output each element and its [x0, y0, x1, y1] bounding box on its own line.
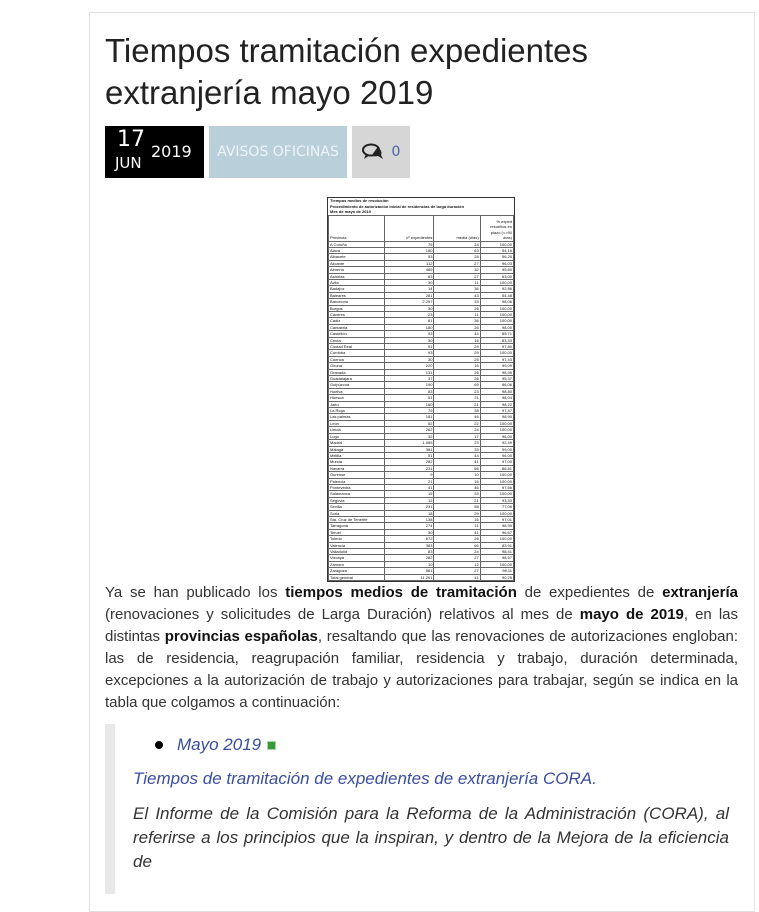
table-cell: Toledo — [329, 536, 385, 542]
table-cell: Cuenca — [329, 356, 385, 362]
table-cell: 383 — [384, 542, 434, 548]
table-cell: 27 — [434, 568, 480, 574]
table-cell: Madrid — [329, 440, 385, 446]
table-cell: 262 — [384, 427, 434, 433]
category-link[interactable]: AVISOS OFICINAS — [209, 126, 347, 178]
table-cell: 96,00 — [480, 433, 513, 439]
table-cell: 92,86 — [480, 286, 513, 292]
bold-text: provincias españolas — [164, 628, 318, 645]
table-cell: 26 — [434, 305, 480, 311]
table-cell: 38 — [434, 408, 480, 414]
table-cell: Valladolid — [329, 549, 385, 555]
table-cell: 91 — [384, 344, 434, 350]
table-cell: 180 — [384, 247, 434, 253]
table-cell: 33 — [434, 299, 480, 305]
quote-heading: Tiempos de tramitación de expedientes de extranjería CORA. — [133, 769, 597, 788]
table-cell: 75 — [384, 241, 434, 247]
table-cell: 21 — [434, 395, 480, 401]
table-cell: 100,00 — [480, 241, 513, 247]
table-cell: Ceuta — [329, 337, 385, 343]
table-cell: 282 — [384, 555, 434, 561]
table-cell: 27 — [434, 273, 480, 279]
table-cell: 97,00 — [480, 459, 513, 465]
table-cell: Ávila — [329, 279, 385, 285]
table-cell: 231 — [384, 504, 434, 510]
table-cell: 93,33 — [480, 497, 513, 503]
post-body — [105, 582, 745, 894]
table-cell: Palencia — [329, 478, 385, 484]
table-cell: Guadalajara — [329, 376, 385, 382]
table-cell: 181 — [384, 414, 434, 420]
table-cell: 100,00 — [480, 311, 513, 317]
table-cell: 16 — [434, 516, 480, 522]
table-cell: 85,71 — [480, 331, 513, 337]
table-column-headers — [329, 215, 514, 241]
table-cell: Albacete — [329, 254, 385, 260]
table-cell: 44 — [434, 331, 480, 337]
table-cell: 56 — [434, 465, 480, 471]
table-cell: Córdoba — [329, 350, 385, 356]
table-cell: 138 — [384, 516, 434, 522]
table-cell: 41 — [434, 574, 480, 580]
table-cell: 27 — [434, 260, 480, 266]
table-cell: 100,00 — [480, 478, 513, 484]
date-year: 2019 — [151, 142, 192, 161]
table-cell: 98,04 — [480, 395, 513, 401]
table-cell: 15 — [384, 491, 434, 497]
table-cell: Melilla — [329, 452, 385, 458]
table-cell: 381 — [384, 446, 434, 452]
table-header-line: Tiempos medios de resolución — [330, 198, 389, 203]
table-cell: 21 — [434, 401, 480, 407]
table-cell: 26 — [434, 536, 480, 542]
table-cell: Ourense — [329, 472, 385, 478]
table-cell: 93 — [384, 350, 434, 356]
table-cell: 32 — [434, 267, 480, 273]
table-cell: 83 — [384, 549, 434, 555]
table-cell: Cádiz — [329, 318, 385, 324]
date-month: JUN — [115, 154, 142, 172]
table-cell: 18 — [384, 510, 434, 516]
table-cell: 83,91 — [480, 542, 513, 548]
table-cell: Huelva — [329, 388, 385, 394]
table-cell: 160 — [384, 401, 434, 407]
list-item — [155, 734, 733, 756]
table-cell: Murcia — [329, 459, 385, 465]
table-cell: 46 — [434, 484, 480, 490]
table-cell: 30 — [384, 337, 434, 343]
table-cell: Zamora — [329, 561, 385, 567]
table-cell: 97,56 — [480, 484, 513, 490]
table-cell: 54,16 — [480, 247, 513, 253]
table-cell: 2.257 — [384, 299, 434, 305]
table-cell: 90,25 — [480, 574, 513, 580]
table-cell: 93 — [384, 331, 434, 337]
table-cell: 11 — [434, 311, 480, 317]
table-cell: 95,37 — [480, 376, 513, 382]
table-cell: León — [329, 420, 385, 426]
table-cell: Tarragona — [329, 523, 385, 529]
table-cell: 43 — [434, 292, 480, 298]
table-cell: A Coruña — [329, 241, 385, 247]
table-cell: 96,03 — [480, 260, 513, 266]
table-cell: 21 — [384, 478, 434, 484]
table-cell: Cáceres — [329, 311, 385, 317]
table-cell: 98,57 — [480, 555, 513, 561]
table-row — [329, 574, 514, 580]
table-cell: Provincia — [329, 215, 385, 241]
table-cell: 99,09 — [480, 363, 513, 369]
table-cell: Las palmas — [329, 414, 385, 420]
table-cell: Castellón — [329, 331, 385, 337]
table-cell: Sta. Cruz de Tenerife — [329, 516, 385, 522]
table-cell: 100,00 — [480, 510, 513, 516]
table-cell: 16 — [434, 478, 480, 484]
table-cell: Vizcaya — [329, 555, 385, 561]
text: de expedientes de — [516, 584, 663, 601]
table-cell: 36 — [434, 318, 480, 324]
post-body-paragraph — [105, 582, 738, 714]
table-cell: 98,90 — [480, 414, 513, 420]
table-cell: Burgos — [329, 305, 385, 311]
table-cell: Guipúzcoa — [329, 382, 385, 388]
table-cell: 11.201 — [384, 574, 434, 580]
bold-text: extranjería — [662, 584, 738, 601]
table-cell: 81 — [384, 318, 434, 324]
table-cell: Pontevedra — [329, 484, 385, 490]
text: , en las distintas — [105, 606, 738, 645]
comments-count: 0 — [391, 144, 401, 160]
table-cell: 131 — [384, 369, 434, 375]
table-cell: Salamanca — [329, 491, 385, 497]
table-cell: 30 — [384, 356, 434, 362]
table-cell: 16 — [434, 363, 480, 369]
table-cell: 12 — [384, 497, 434, 503]
table-cell: 77,06 — [480, 504, 513, 510]
bullet — [155, 741, 163, 749]
table-cell: 282 — [384, 459, 434, 465]
post-date — [105, 126, 204, 178]
table-cell: 100,00 — [480, 536, 513, 542]
table-cell: 23 — [434, 388, 480, 394]
table-cell: 180 — [384, 324, 434, 330]
table-cell: 28 — [434, 254, 480, 260]
table-cell: 92,49 — [480, 440, 513, 446]
table-cell: 25 — [434, 356, 480, 362]
table-cell: 63 — [434, 247, 480, 253]
table-cell: Badajoz — [329, 286, 385, 292]
table-cell: Baleares — [329, 292, 385, 298]
table-header-line: Procedimiento de autorización inicial de residencias de larga duración — [330, 203, 465, 209]
table-cell: 23 — [384, 311, 434, 317]
table-cell: 12 — [434, 561, 480, 567]
processing-times-table-image — [327, 197, 515, 582]
table-cell: 44 — [434, 452, 480, 458]
table-cell: 100,00 — [480, 318, 513, 324]
table-cell: 98,99 — [480, 369, 513, 375]
table-cell: 98,22 — [480, 401, 513, 407]
table-cell: 27 — [434, 555, 480, 561]
table-cell: 41 — [384, 484, 434, 490]
table-cell: 58 — [434, 504, 480, 510]
post-title: Tiempos tramitación expedientes extranjería mayo 2019 — [105, 32, 589, 111]
table-cell: 56,25 — [480, 254, 513, 260]
table-cell: 23 — [434, 440, 480, 446]
table-cell: 97,01 — [480, 516, 513, 522]
table-cell: 10 — [384, 561, 434, 567]
table-cell: 41 — [434, 459, 480, 465]
table-cell: 36 — [434, 286, 480, 292]
text: (renovaciones y solicitudes de Larga Duración) relativos al mes de — [105, 606, 580, 623]
table-cell: 17 — [434, 433, 480, 439]
table-cell: 22 — [434, 420, 480, 426]
table-cell: 96,00 — [480, 452, 513, 458]
table-cell: 112 — [384, 260, 434, 266]
table-cell: Asturias — [329, 273, 385, 279]
table-cell: Zaragoza — [329, 568, 385, 574]
blockquote — [105, 724, 745, 894]
table-cell: 54,48 — [480, 292, 513, 298]
table-cell: Girona — [329, 363, 385, 369]
table-cell: 79 — [384, 408, 434, 414]
table-cell: 83,33 — [480, 337, 513, 343]
table-cell: 86,06 — [480, 382, 513, 388]
table-cell: 489 — [384, 267, 434, 273]
table-cell: 99,00 — [480, 446, 513, 452]
table-cell: 24 — [434, 241, 480, 247]
table-cell: nº expedientes — [384, 215, 434, 241]
table-cell: Alicante — [329, 260, 385, 266]
table-cell: Valencia — [329, 542, 385, 548]
table-cell: 30 — [384, 305, 434, 311]
table-cell: 11 — [434, 523, 480, 529]
table-cell: Álava — [329, 247, 385, 253]
table-cell: 98,99 — [480, 523, 513, 529]
table-cell: 29 — [434, 350, 480, 356]
table-cell: Sevilla — [329, 504, 385, 510]
quote-text: El Informe de la Comisión para la Reforma de la Administración (CORA), al referirse a los principios que la inspiran, y dentro de la Mejora de la eficiencia de — [133, 804, 729, 871]
table-cell: 69 — [434, 382, 480, 388]
table-cell: 9 — [384, 472, 434, 478]
table-cell: 10 — [434, 472, 480, 478]
table-cell: media (días) — [434, 215, 480, 241]
table-cell: 98,00 — [480, 324, 513, 330]
table-cell: Total general — [329, 574, 385, 580]
table-cell: Almería — [329, 267, 385, 273]
table-cell: 63 — [384, 273, 434, 279]
table-cell: 41 — [434, 529, 480, 535]
table-cell: 30 — [384, 279, 434, 285]
table-cell: 11 — [434, 279, 480, 285]
table-cell: 98,80 — [480, 388, 513, 394]
table-cell: 29 — [434, 344, 480, 350]
table-cell: 100,00 — [480, 472, 513, 478]
mayo-2019-link[interactable]: Mayo 2019 — [177, 735, 262, 754]
bold-text: mayo de 2019 — [579, 606, 684, 623]
table-cell: 100,00 — [480, 561, 513, 567]
table-cell: Jaén — [329, 401, 385, 407]
table-cell: 30 — [384, 529, 434, 535]
table-cell: 100,00 — [480, 350, 513, 356]
table-cell: 52 — [384, 420, 434, 426]
text: , resaltando que las renovaciones de autorizaciones engloban: las de residencia, reagrupación familiar, residencia y trabajo, duración determinada, excepciones a la autorización de trabajo y autorizaciones para trabajar, según se indica en la tabla que colgamos a continuación: — [105, 628, 738, 711]
table-cell: Cantabria — [329, 324, 385, 330]
table-cell: 26 — [434, 369, 480, 375]
table-cell: 98,06 — [480, 299, 513, 305]
table-cell: 100,00 — [480, 420, 513, 426]
table-cell: 14 — [384, 286, 434, 292]
table-cell: 33 — [434, 446, 480, 452]
table-cell: Granada — [329, 369, 385, 375]
table-cell: 100,00 — [480, 279, 513, 285]
table-cell: 26 — [434, 324, 480, 330]
table-cell: Málaga — [329, 446, 385, 452]
table-cell: 51 — [384, 395, 434, 401]
table-cell: 231 — [384, 465, 434, 471]
table-cell: 63,00 — [480, 273, 513, 279]
table-cell: Teruel — [329, 529, 385, 535]
table-cell: Lleida — [329, 427, 385, 433]
table-cell: Segovia — [329, 497, 385, 503]
table-cell: 274 — [384, 523, 434, 529]
date-day: 17 — [117, 127, 145, 152]
table-cell: 561 — [384, 568, 434, 574]
table-cell: 190 — [384, 382, 434, 388]
table-cell: La Rioja — [329, 408, 385, 414]
table-cell: 97,80 — [480, 344, 513, 350]
table-header-line: Mes de mayo de 2019 — [330, 209, 371, 214]
table-cell: 98,11 — [480, 568, 513, 574]
table-cell: 99,60 — [480, 267, 513, 273]
table-cell: 37 — [384, 376, 434, 382]
table-cell: % exped resueltos en plazo (<=90 días) — [480, 215, 513, 241]
table-cell: Lugo — [329, 433, 385, 439]
table-cell: 97,47 — [480, 408, 513, 414]
table-cell: 51 — [384, 452, 434, 458]
table-cell: 86,81 — [480, 465, 513, 471]
table-cell: 29 — [434, 510, 480, 516]
table-cell: 100,00 — [480, 427, 513, 433]
text: Ya se han publicado los — [105, 584, 286, 601]
table-cell: 66 — [434, 542, 480, 548]
table-cell: 220 — [384, 363, 434, 369]
table-cell: 24 — [434, 427, 480, 433]
table-cell: 96,67 — [480, 529, 513, 535]
table-cell: 1.065 — [384, 440, 434, 446]
table-cell: 21 — [434, 497, 480, 503]
table-cell: 97,43 — [480, 356, 513, 362]
table-cell: 100,00 — [480, 305, 513, 311]
comments-icon — [362, 143, 384, 161]
table-cell: 100,00 — [480, 491, 513, 497]
table-cell: Barcelona — [329, 299, 385, 305]
bold-text: tiempos medios de tramitación — [285, 584, 517, 601]
table-cell: 26 — [434, 376, 480, 382]
post-meta — [105, 126, 410, 178]
table-cell: Navarra — [329, 465, 385, 471]
table-cell: Ciudad Real — [329, 344, 385, 350]
table-cell: 24 — [434, 549, 480, 555]
table-cell: 32 — [384, 433, 434, 439]
table-cell: 33 — [434, 491, 480, 497]
table-cell: 98,41 — [480, 549, 513, 555]
table-cell: 46 — [434, 414, 480, 420]
table-cell: Huesca — [329, 395, 385, 401]
excel-file-icon — [267, 741, 276, 750]
table-cell: 672 — [384, 536, 434, 542]
table-cell: Soria — [329, 510, 385, 516]
table-cell: 16 — [434, 337, 480, 343]
table-cell: 83 — [384, 388, 434, 394]
table-cell: 281 — [384, 292, 434, 298]
table-cell: 53 — [384, 254, 434, 260]
comments-link[interactable] — [352, 126, 410, 178]
